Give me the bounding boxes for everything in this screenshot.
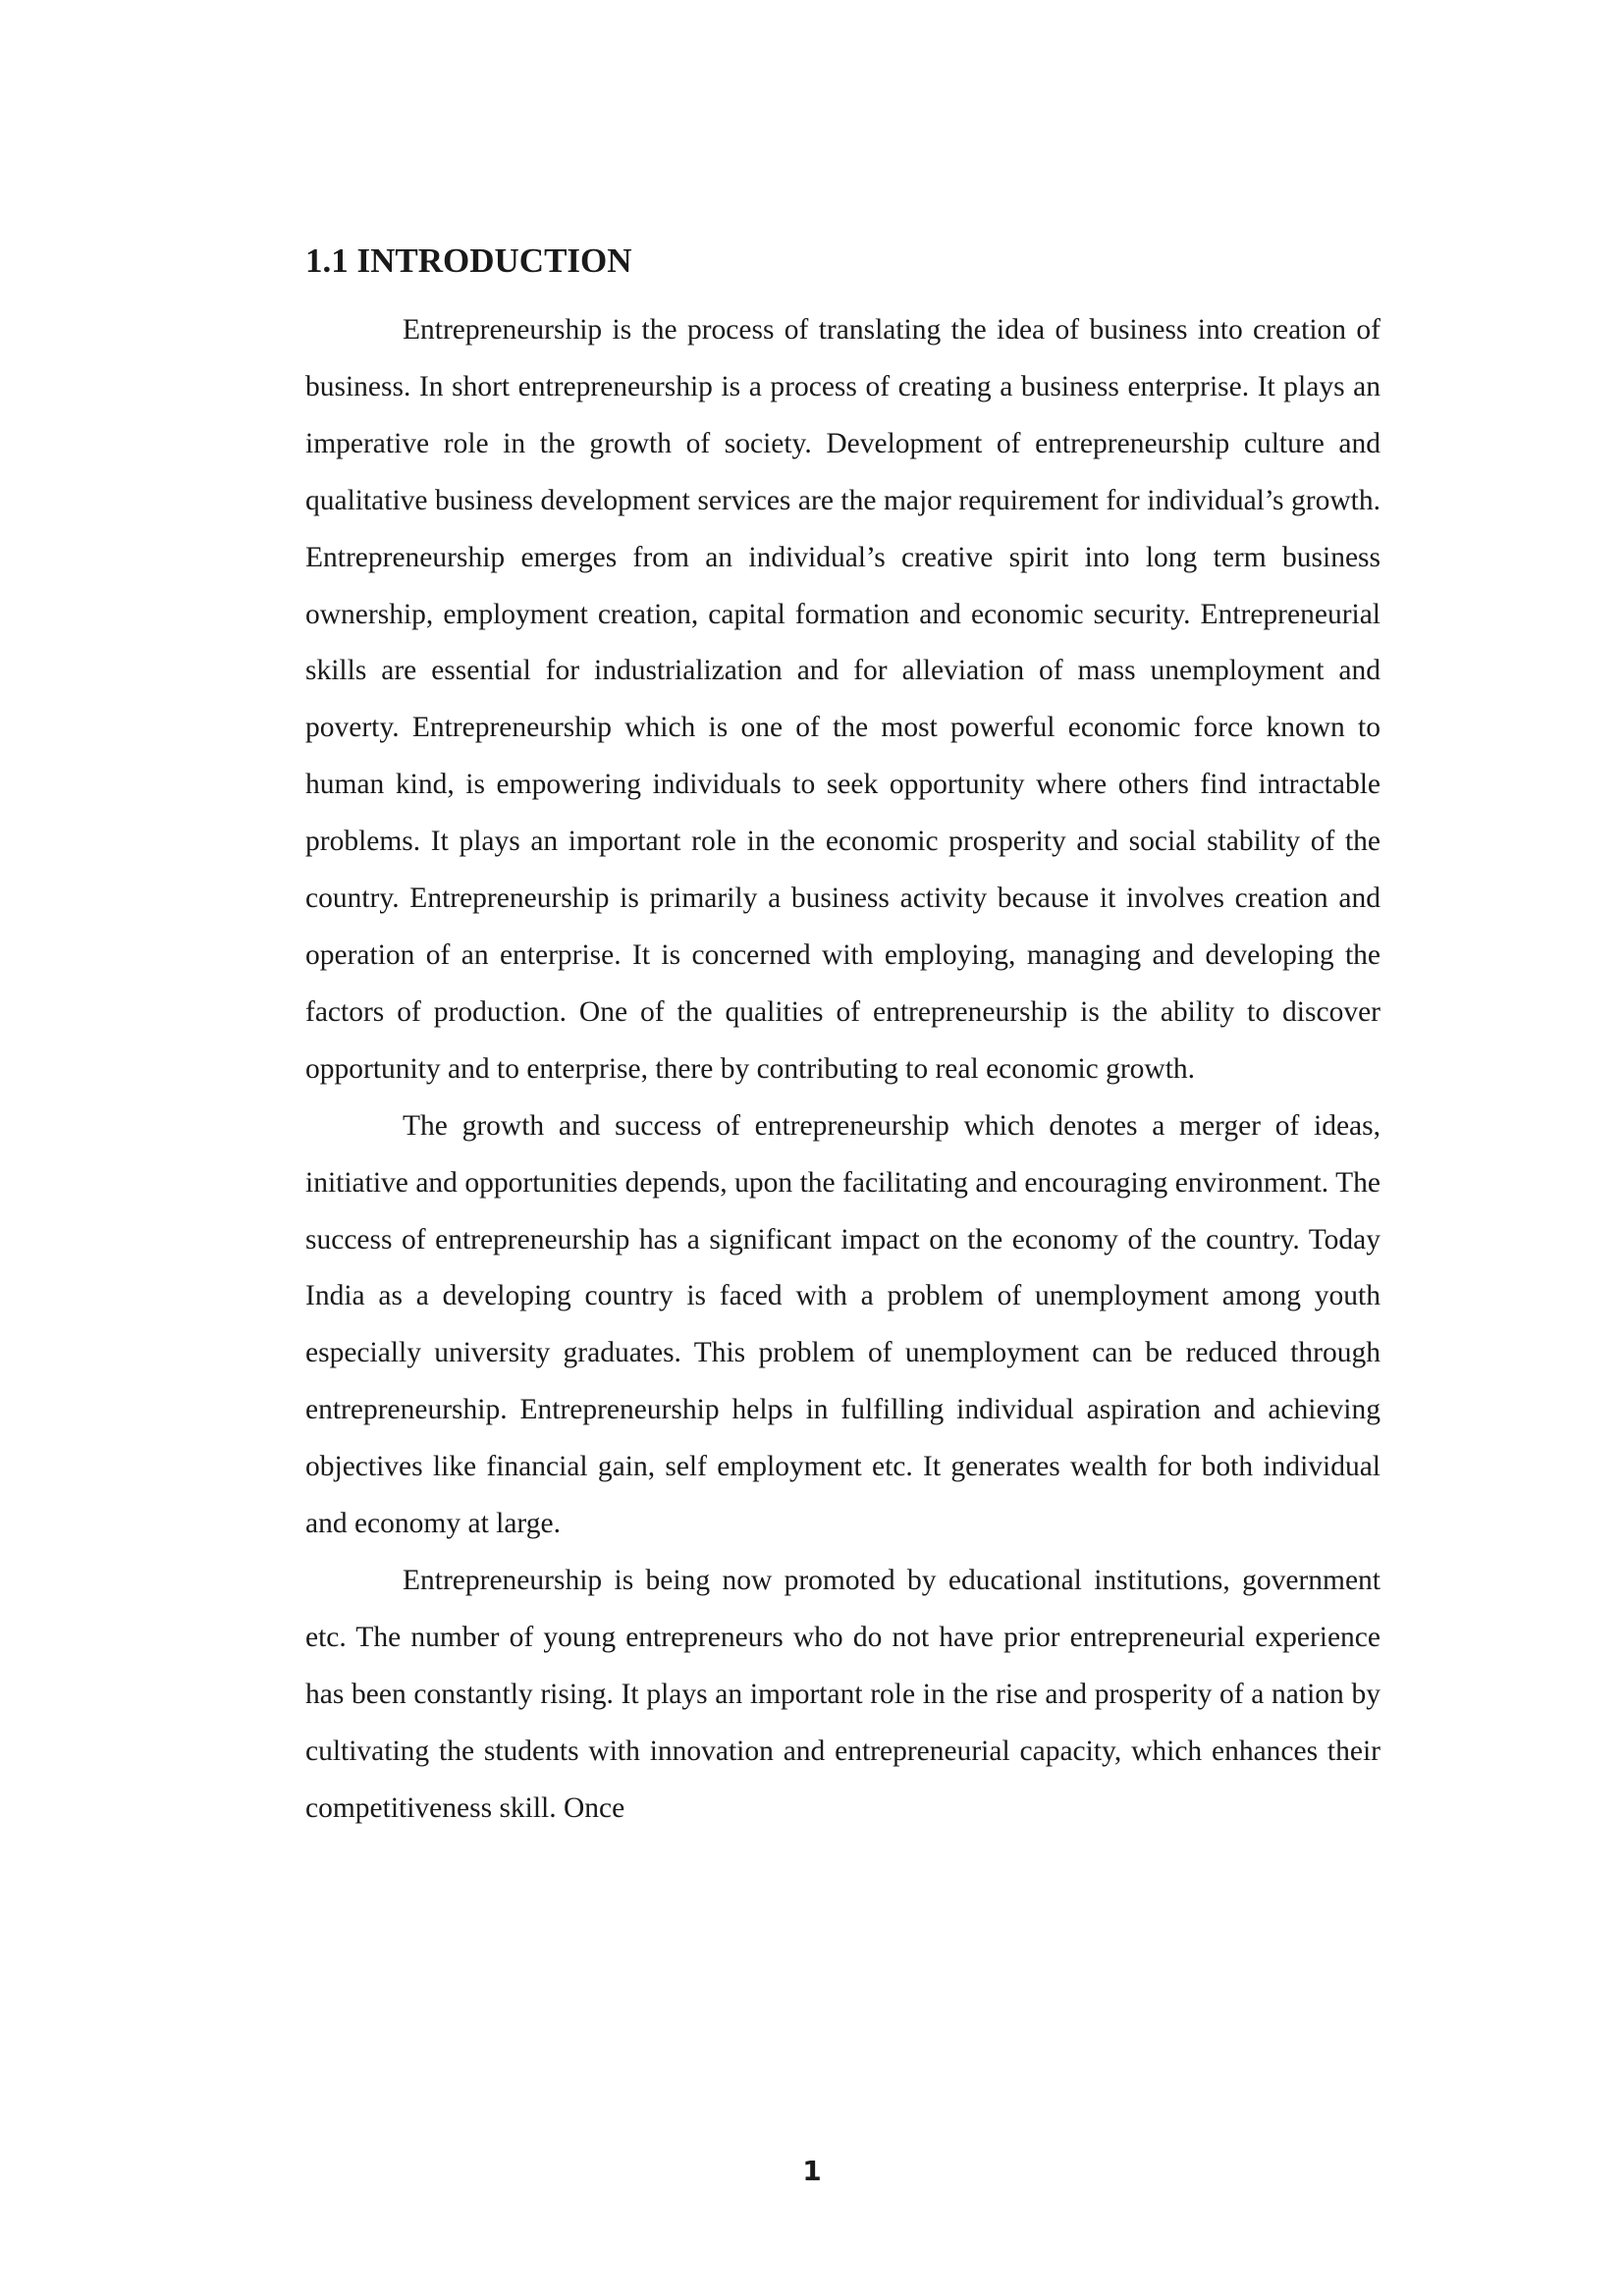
paragraph-2: The growth and success of entrepreneurship which denotes a merger of ideas, initiative and opportunities depends, upon the facilitating and encouraging environment. The success of entrepreneurship has a significant impact on the economy of the country. Today India as a developing country is faced with a problem of unemployment among youth especially university graduates. This problem of unemployment can be reduced through entrepreneurship. Entrepreneurship helps in fulfilling individual aspiration and achieving objectives like financial gain, self employment etc. It generates wealth for both individual and economy at large. — [305, 1109, 1380, 1540]
page-number: 1 — [802, 2155, 822, 2187]
body-text — [305, 302, 1380, 1837]
paragraph-3: Entrepreneurship is being now promoted by educational institutions, government etc. The number of young entrepreneurs who do not have prior entrepreneurial experience has been constantly rising. It plays an important role in the rise and prosperity of a nation by cultivating the students with innovation and entrepreneurial capacity, which enhances their competitiveness skill. Once — [305, 1564, 1380, 1824]
section-heading: 1.1 INTRODUCTION — [305, 241, 632, 280]
paragraph-1: Entrepreneurship is the process of translating the idea of business into creation of business. In short entrepreneurship is a process of creating a business enterprise. It plays an imperative role in the growth of society. Development of entrepreneurship culture and qualitative business development services are the major requirement for individual’s growth. Entrepreneurship emerges from an individual’s creative spirit into long term business ownership, employment creation, capital formation and economic security. Entrepreneurial skills are essential for industrialization and for alleviation of mass unemployment and poverty. Entrepreneurship which is one of the most powerful economic force known to human kind, is empowering individuals to seek opportunity where others find intractable problems. It plays an important role in the economic prosperity and social stability of the country. Entrepreneurship is primarily a business activity because it involves creation and operation of an enterprise. It is concerned with employing, managing and developing the factors of production. One of the qualities of entrepreneurship is the ability to discover opportunity and to enterprise, there by contributing to real economic growth. — [305, 314, 1380, 1085]
